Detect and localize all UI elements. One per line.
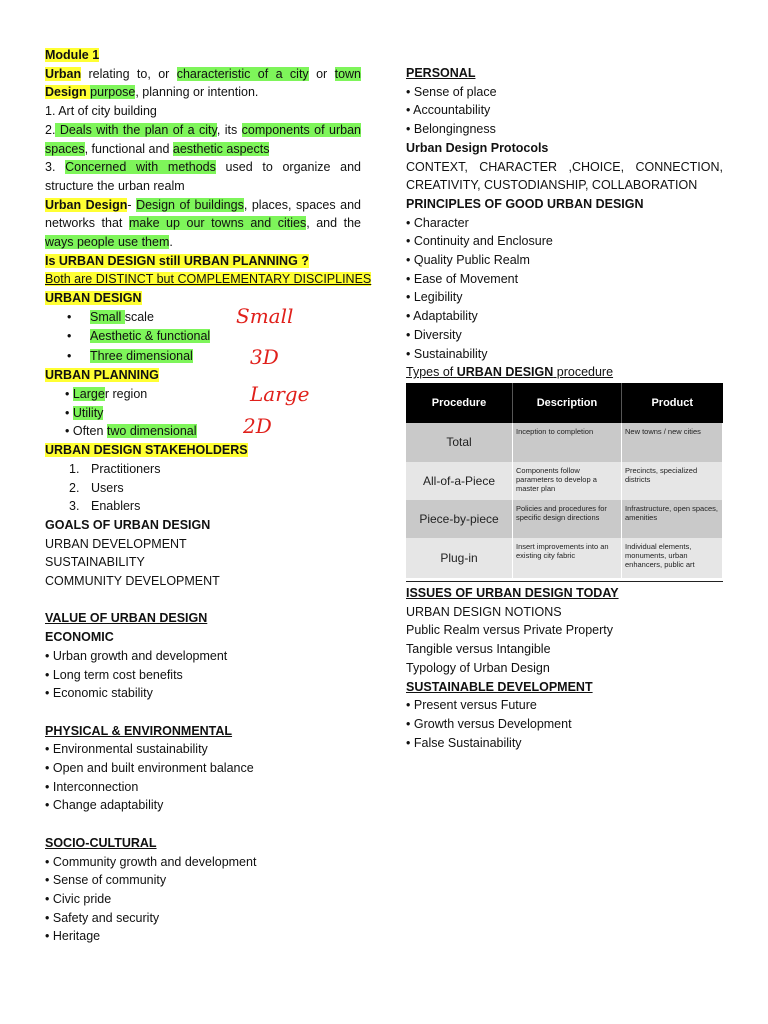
principle-item: • Adaptability xyxy=(406,309,478,324)
urban-planning-heading: URBAN PLANNING xyxy=(45,368,159,383)
types-heading: Types of URBAN DESIGN procedure xyxy=(406,365,614,380)
socio-item: • Safety and security xyxy=(45,910,160,925)
sustainable-item: • False Sustainability xyxy=(406,735,522,750)
table-cell: Individual elements, monuments, urban enhancers, public art xyxy=(622,538,723,578)
ud-item: • Small scale xyxy=(45,308,361,328)
issue-item: Tangible versus Intangible xyxy=(406,642,551,657)
socio-item: • Heritage xyxy=(45,929,101,944)
ud-item: • Three dimensional xyxy=(45,347,361,367)
principle-item: • Legibility xyxy=(406,290,463,305)
definition-item-2: 2. Deals with the plan of a city, its components of urban xyxy=(45,122,361,137)
table-cell: All-of-a-Piece xyxy=(406,462,513,500)
issues-heading: ISSUES OF URBAN DESIGN TODAY xyxy=(406,586,619,600)
table-cell: Piece-by-piece xyxy=(406,500,513,538)
issue-item: Public Realm versus Private Property xyxy=(406,623,614,638)
table-cell: New towns / new cities xyxy=(622,423,723,462)
table-header: Product xyxy=(622,383,723,423)
procedure-table xyxy=(406,383,723,578)
goal-item: SUSTAINABILITY xyxy=(45,555,145,570)
stakeholder-item: 3. Enablers xyxy=(69,499,141,514)
table-cell: Policies and procedures for specific design directions xyxy=(513,500,622,538)
principle-item: • Character xyxy=(406,215,469,230)
personal-item: • Accountability xyxy=(406,103,491,118)
goal-item: COMMUNITY DEVELOPMENT xyxy=(45,574,220,589)
ud-item: • Aesthetic & functional xyxy=(45,327,361,347)
socio-item: • Civic pride xyxy=(45,891,112,906)
principle-item: • Sustainability xyxy=(406,346,488,361)
table-cell: Insert improvements into an existing city fabric xyxy=(513,538,622,578)
economic-heading: ECONOMIC xyxy=(45,630,114,645)
answer-line: Both are DISTINCT but COMPLEMENTARY DISCIPLINES xyxy=(45,272,372,287)
economic-item: • Urban growth and development xyxy=(45,648,228,663)
design-definition: Design purpose, planning or intention. xyxy=(45,85,259,100)
physical-heading: PHYSICAL & ENVIRONMENTAL xyxy=(45,723,233,738)
economic-item: • Long term cost benefits xyxy=(45,667,183,682)
urban-definition: Urban relating to, or characteristic of a city or town xyxy=(45,66,362,81)
physical-item: • Interconnection xyxy=(45,779,139,794)
table-row xyxy=(406,538,723,578)
physical-item: • Change adaptability xyxy=(45,798,164,813)
urban-design-heading: URBAN DESIGN xyxy=(45,291,142,306)
issue-item: URBAN DESIGN NOTIONS xyxy=(406,604,562,619)
handwritten-small: Small xyxy=(236,304,294,328)
stakeholder-item: 1. Practitioners xyxy=(69,461,161,476)
table-row xyxy=(406,500,723,538)
left-column xyxy=(45,46,372,946)
table-cell: Infrastructure, open spaces, amenities xyxy=(622,500,723,538)
principle-item: • Continuity and Enclosure xyxy=(406,234,553,249)
table-bottom-rule xyxy=(406,581,723,582)
sustainable-item: • Present versus Future xyxy=(406,698,537,713)
right-column xyxy=(406,64,723,382)
table-cell: Plug-in xyxy=(406,538,513,578)
socio-item: • Community growth and development xyxy=(45,854,257,869)
definition-item-3: 3. Concerned with methods used to organize and xyxy=(45,160,361,175)
principle-item: • Quality Public Realm xyxy=(406,253,530,268)
goals-heading: GOALS OF URBAN DESIGN xyxy=(45,517,211,532)
right-column-lower xyxy=(406,584,723,752)
table-cell: Components follow parameters to develop a master plan xyxy=(513,462,622,500)
table-cell: Precincts, specialized districts xyxy=(622,462,723,500)
physical-item: • Open and built environment balance xyxy=(45,761,254,776)
socio-heading: SOCIO-CULTURAL xyxy=(45,835,157,850)
definition-item-1: 1. Art of city building xyxy=(45,104,157,119)
sustainable-item: • Growth versus Development xyxy=(406,716,572,731)
table-row xyxy=(406,462,723,500)
urban-design-definition-end: ways people use them. xyxy=(45,235,173,250)
table-header: Description xyxy=(513,383,622,423)
issue-item: Typology of Urban Design xyxy=(406,660,550,675)
table-row xyxy=(406,423,723,462)
personal-item: • Belongingness xyxy=(406,122,496,137)
goal-item: URBAN DEVELOPMENT xyxy=(45,536,187,551)
protocols-heading: Urban Design Protocols xyxy=(406,140,549,155)
physical-item: • Environmental sustainability xyxy=(45,742,208,757)
table-cell: Inception to completion xyxy=(513,423,622,462)
sustainable-heading: SUSTAINABLE DEVELOPMENT xyxy=(406,679,593,694)
up-item: • Utility xyxy=(65,405,104,420)
handwritten-3d: 3D xyxy=(250,345,279,369)
table-header: Procedure xyxy=(406,383,513,423)
handwritten-2d: 2D xyxy=(243,414,272,438)
principle-item: • Diversity xyxy=(406,327,462,342)
personal-item: • Sense of place xyxy=(406,84,497,99)
protocols-line-1: CONTEXT, CHARACTER ,CHOICE, CONNECTION, xyxy=(406,159,723,174)
economic-item: • Economic stability xyxy=(45,686,153,701)
definition-item-2-cont: spaces, functional and aesthetic aspects xyxy=(45,141,270,156)
value-heading: VALUE OF URBAN DESIGN xyxy=(45,611,208,626)
definition-item-3-cont: structure the urban realm xyxy=(45,178,185,193)
up-item: • Larger region xyxy=(65,387,148,402)
question-heading: Is URBAN DESIGN still URBAN PLANNING ? xyxy=(45,253,309,268)
stakeholders-heading: URBAN DESIGN STAKEHOLDERS xyxy=(45,443,248,458)
socio-item: • Sense of community xyxy=(45,873,167,888)
module-title: Module 1 xyxy=(45,48,100,62)
principle-item: • Ease of Movement xyxy=(406,271,519,286)
urban-design-definition: Urban Design- Design of buildings, places, spaces and xyxy=(45,197,362,212)
personal-heading: PERSONAL xyxy=(406,66,476,80)
table-cell: Total xyxy=(406,423,513,462)
stakeholder-item: 2. Users xyxy=(69,480,124,495)
up-item: • Often two dimensional xyxy=(65,424,197,439)
protocols-line-2: CREATIVITY, CUSTODIANSHIP, COLLABORATION xyxy=(406,178,698,193)
principles-heading: PRINCIPLES OF GOOD URBAN DESIGN xyxy=(406,196,644,211)
handwritten-large: Large xyxy=(250,382,310,406)
urban-design-definition-cont: networks that make up our towns and cities, and the xyxy=(45,216,361,231)
